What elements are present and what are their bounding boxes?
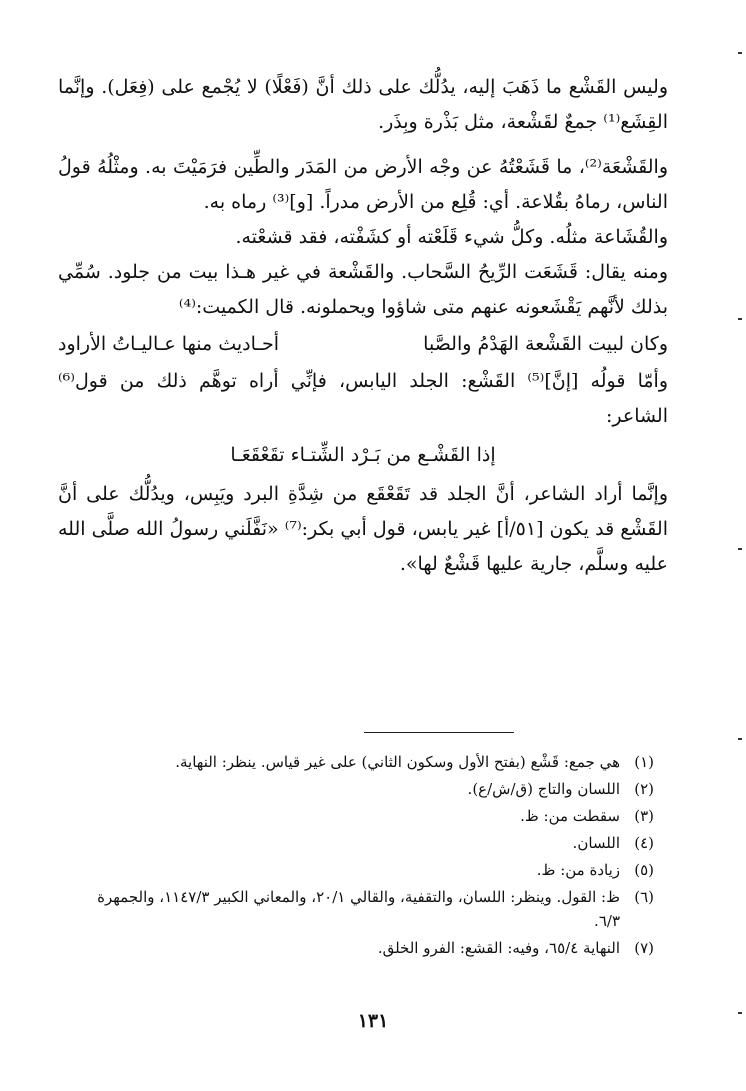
footnote (94, 777, 654, 801)
paragraph-1: وليس القَشْع ما ذَهَبَ إليه، يدُلُّك على ذلك أنَّ (فَعْلًا) لا يُجْمع على (فِعَل). وإنَّما القِشَع⁽¹⁾ جمعٌ لقَشْعة، مثل بَذْرة وبِذَر. (58, 76, 668, 133)
footnote-text: سقطت من: ظ. (520, 807, 620, 825)
paragraph-5: وأمّا قولُه [إنَّ]⁽⁵⁾ القَشْع: الجلد اليابس، فإنِّي أراه توهَّم ذلك من قول⁽⁶⁾ الشاعر: (58, 370, 668, 427)
footnote-number: (٤) (634, 834, 654, 852)
footnote (94, 831, 654, 855)
scan-edge-mark (738, 1012, 742, 1014)
footnotes (94, 750, 654, 963)
verse-line-2: إذا القَشْـع من بَـرْد الشِّتـاء تقَعْقَعَـا (230, 444, 496, 466)
footnote (94, 936, 654, 960)
footnote-number: (٢) (634, 780, 654, 798)
footnote-number: (٣) (634, 807, 654, 825)
footnote-text: اللسان والتاج (ق/ش/ع). (467, 780, 620, 798)
verse-1-second-hemistich: أحـاديث منها عـاليـاتُ الأراود (58, 333, 280, 355)
paragraph-4: ومنه يقال: قَشَعَت الرِّيحُ السَّحاب. والقَشْعة في غير هـذا بيت من جلود. سُمِّي بذلك لأنَّهم يَقْشَعونه عنهم متى شاؤوا ويحملونه. قال الكميت:⁽⁴⁾ (58, 261, 668, 318)
footnote-separator (364, 732, 514, 733)
verse-1-first-hemistich: وكان لبيت القَشْعة الهَدْمُ والصَّبا (423, 333, 668, 355)
footnote-text: ظ: القول. وينظر: اللسان، والتقفية، والقالي ٢٠/١، والمعاني الكبير ١١٤٧/٣، والجمهرة ٦/٣. (97, 888, 620, 930)
footnote-text: النهاية ٦٥/٤، وفيه: القشع: الفرو الخلق. (377, 939, 620, 957)
page-number: ١٣١ (357, 1010, 389, 1032)
verse-line-1 (58, 327, 668, 362)
main-text (58, 70, 668, 582)
footnote-text: هي جمع: قَشْع (بفتح الأول وسكون الثاني) على غير قياس. ينظر: النهاية. (175, 753, 620, 771)
footnote-number: (٥) (634, 861, 654, 879)
scan-edge-mark (738, 738, 742, 740)
footnote (94, 885, 654, 933)
scan-edge-mark (738, 52, 742, 54)
footnote-number: (٧) (634, 939, 654, 957)
footnote (94, 858, 654, 882)
scan-edge-mark (738, 548, 742, 550)
scan-edge-mark (738, 318, 742, 320)
footnote (94, 750, 654, 774)
paragraph-6: وإنَّما أراد الشاعر، أنَّ الجلد قد تَقَعْقَع من شِدَّةِ البرد ويَبِس، ويدُلُّك على أنَّ القَشْع قد يكون [٥١/أ] غير يابس، قول أبي بكر:⁽⁷⁾ «نَفَّلَني رسولُ الله صلَّى الله عليه وسلَّم، جارية عليها قَشْعٌ لها». (58, 483, 668, 575)
paragraph-2: والقَشْعَة⁽²⁾، ما قَشَعْتُهُ عن وجْه الأرض من المَدَر والطِّين فرَمَيْتَ به. ومثْلُهُ قولُ الناس، رماهُ بقُلاعة. أي: قُلِع من الأرض مدراً. [و]⁽³⁾ رماه به. (58, 156, 668, 213)
footnote-number: (١) (634, 753, 654, 771)
footnote-text: زيادة من: ظ. (536, 861, 620, 879)
paragraph-3: والقُشَاعة مثلُه. وكلُّ شيء قَلَعْته أو كشَفْته، فقد قشعْته. (235, 226, 668, 248)
footnote-text: اللسان. (572, 834, 620, 852)
footnote-number: (٦) (634, 888, 654, 906)
footnote (94, 804, 654, 828)
